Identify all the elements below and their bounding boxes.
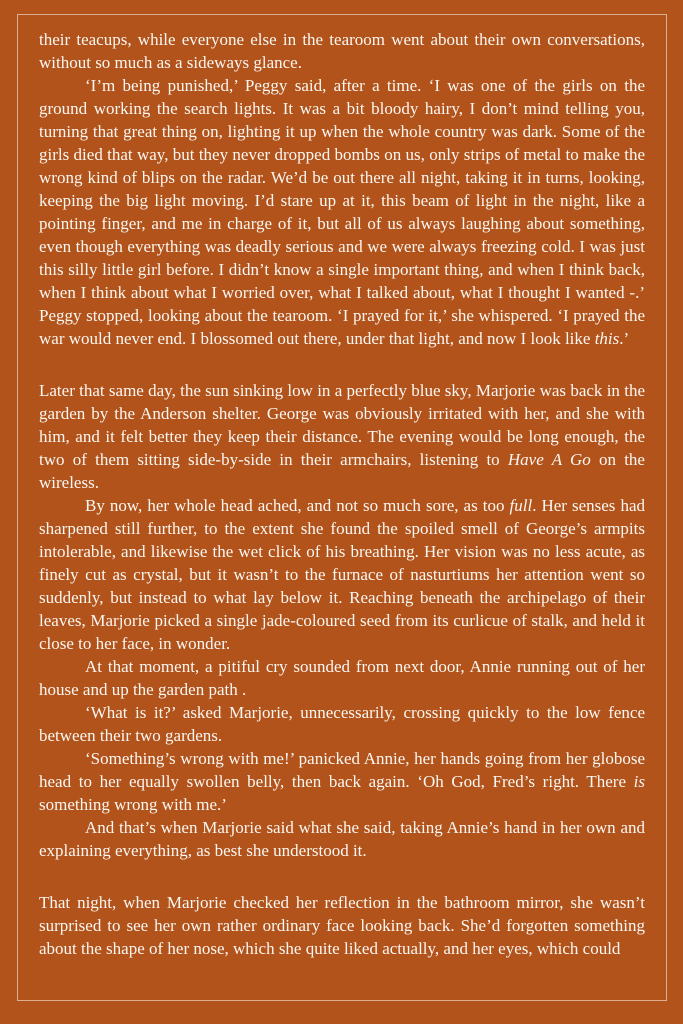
text-segment: And that’s when Marjorie said what she said, taking Annie’s hand in her own and explaining everything, as best she understood it. [39,818,645,860]
italic-text-segment: full [509,496,533,515]
text-segment: Later that same day, the sun sinking low in a perfectly blue sky, Marjorie was back in the garden by the Anderson shelter. George was obviously irritated with her, and she with him, and it felt better they keep their distance. The evening would be long enough, the two of them sitting side-by-side in their armchairs, listening to [39,381,645,469]
paragraph [39,816,645,862]
paragraph [39,74,645,350]
italic-text-segment: this [594,329,620,348]
paragraph [39,28,645,74]
paragraph [39,494,645,655]
text-segment: on the wireless. [39,450,645,492]
paragraph [39,655,645,701]
page-border-frame [17,14,667,1001]
paragraph [39,747,645,816]
paragraph [39,891,645,960]
italic-text-segment: Have A Go [507,450,591,469]
text-segment: their teacups, while everyone else in the tearoom went about their own conversations, without so much as a sideways glance. [39,30,645,72]
text-segment: ‘I’m being punished,’ Peggy said, after a time. ‘I was one of the girls on the ground working the search lights. It was a bit bloody hairy, I don’t mind telling you, turning that great thing on, lighting it up when the whole country was dark. Some of the girls died that way, but they never dropped bombs on us, only strips of metal to make the wrong kind of blips on the radar. We’d be out there all night, taking it in turns, looking, keeping the big light moving. I’d stare up at it, this beam of light in the night, like a pointing finger, and me in charge of it, but all of us always laughing about something, even though everything was deadly serious and we were always freezing cold. I was just this silly little girl before. I didn’t know a single important thing, and when I think back, when I think about what I worried over, what I talked about, what I thought I wanted -.’ Peggy stopped, looking about the tearoom. ‘I prayed for it,’ she whispered. ‘I prayed the war would never end. I blossomed out there, under that light, and now I look like [39,76,645,348]
italic-text-segment: is [633,772,645,791]
text-segment: ‘Something’s wrong with me!’ panicked Annie, her hands going from her globose head to her equally swollen belly, then back again. ‘Oh God, Fred’s right. There [39,749,645,791]
paragraph [39,379,645,494]
page-text [39,28,645,982]
text-segment: .’ [619,329,630,348]
text-segment: something wrong with me.’ [39,795,227,814]
text-segment: By now, her whole head ached, and not so much sore, as too [85,496,510,515]
text-segment: ‘What is it?’ asked Marjorie, unnecessarily, crossing quickly to the low fence between their two gardens. [39,703,645,745]
text-segment: That night, when Marjorie checked her reflection in the bathroom mirror, she wasn’t surprised to see her own rather ordinary face looking back. She’d forgotten something about the shape of her nose, which she quite liked actually, and her eyes, which could [39,893,645,958]
text-segment: At that moment, a pitiful cry sounded from next door, Annie running out of her house and up the garden path . [39,657,645,699]
paragraph [39,701,645,747]
text-segment: . Her senses had sharpened still further, to the extent she found the spoiled smell of George’s armpits intolerable, and likewise the wet click of his breathing. Her vision was no less acute, as finely cut as crystal, but it wasn’t to the furnace of nasturtiums her attention went so suddenly, but instead to what lay below it. Reaching beneath the archipelago of their leaves, Marjorie picked a single jade-coloured seed from its curlicue of stalk, and held it close to her face, in wonder. [39,496,645,653]
